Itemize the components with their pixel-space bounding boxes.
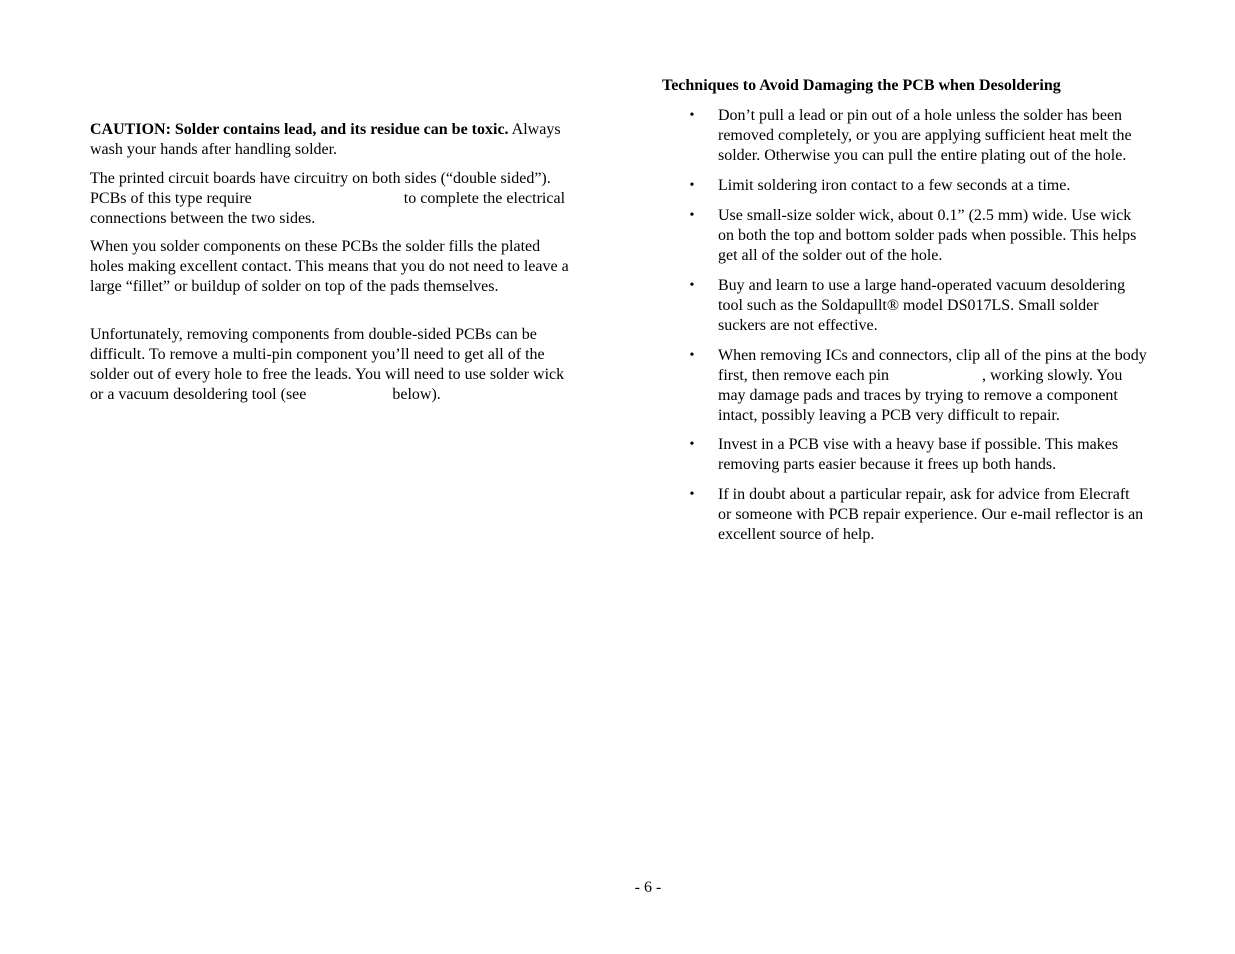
bullet-5-line-2 bbox=[718, 366, 1147, 386]
double-sided-line-1: The printed circuit boards have circuitry on both sides (“double sided”). bbox=[90, 170, 551, 187]
bullet-icon: • bbox=[689, 437, 695, 452]
bullet-3-line-1: Use small-size solder wick, about 0.1” (2.5 mm) wide. Use wick bbox=[718, 207, 1132, 224]
bullet-text-6 bbox=[718, 435, 1118, 475]
bullet-5-line-1: When removing ICs and connectors, clip all of the pins at the body bbox=[718, 347, 1147, 364]
plated-holes-line-2: holes making excellent contact. This means that you do not need to leave a bbox=[90, 258, 569, 275]
bullet-3-line-2: on both the top and bottom solder pads when possible. This helps bbox=[718, 227, 1137, 244]
bullet-1-line-1: Don’t pull a lead or pin out of a hole unless the solder has been bbox=[718, 107, 1123, 124]
page-number: - 6 - bbox=[634, 879, 662, 896]
caution-bold-text: CAUTION: Solder contains lead, and its residue can be toxic. bbox=[90, 121, 509, 138]
caution-paragraph bbox=[90, 120, 561, 160]
bullet-3-line-3: get all of the solder out of the hole. bbox=[718, 247, 943, 264]
bullet-1-line-2: removed completely, or you are applying sufficient heat melt the bbox=[718, 127, 1132, 144]
bullet-7-line-2: or someone with PCB repair experience. Our e-mail reflector is an bbox=[718, 506, 1144, 523]
bullet-icon: • bbox=[689, 348, 695, 363]
plated-holes-paragraph bbox=[90, 237, 569, 297]
bullet-2-line-1: Limit soldering iron contact to a few seconds at a time. bbox=[718, 177, 1071, 194]
bullet-4-line-3: suckers are not effective. bbox=[718, 317, 878, 334]
bullet-6-line-2: removing parts easier because it frees up both hands. bbox=[718, 456, 1057, 473]
removing-components-paragraph bbox=[90, 325, 564, 405]
bullet-5-line-2a: first, then remove each pin bbox=[718, 367, 890, 384]
plated-holes-line-1: When you solder components on these PCBs the solder fills the plated bbox=[90, 238, 541, 255]
removing-line-1: Unfortunately, removing components from double-sided PCBs can be bbox=[90, 326, 537, 343]
bullet-icon: • bbox=[689, 208, 695, 223]
bullet-5-line-2b: , working slowly. You bbox=[982, 367, 1123, 384]
bullet-text-4 bbox=[718, 276, 1125, 336]
plated-holes-line-3: large “fillet” or buildup of solder on top of the pads themselves. bbox=[90, 278, 499, 295]
bullet-1-line-3: solder. Otherwise you can pull the entire plating out of the hole. bbox=[718, 147, 1127, 164]
section-heading: Techniques to Avoid Damaging the PCB when Desoldering bbox=[662, 77, 1061, 94]
removing-line-4 bbox=[90, 385, 564, 405]
bullet-7-line-3: excellent source of help. bbox=[718, 526, 875, 543]
bullet-text-7 bbox=[718, 485, 1143, 545]
caution-rest-text: Always bbox=[508, 121, 561, 138]
removing-line-2: difficult. To remove a multi-pin component you’ll need to get all of the bbox=[90, 346, 545, 363]
double-sided-line-2 bbox=[90, 189, 565, 209]
double-sided-line-3: connections between the two sides. bbox=[90, 210, 316, 227]
bullet-text-3 bbox=[718, 206, 1136, 266]
bullet-4-line-1: Buy and learn to use a large hand-operated vacuum desoldering bbox=[718, 277, 1126, 294]
bullet-icon: • bbox=[689, 108, 695, 123]
bullet-text-2 bbox=[718, 176, 1070, 196]
removing-line-3: solder out of every hole to free the leads. You will need to use solder wick bbox=[90, 366, 565, 383]
bullet-5-line-4: intact, possibly leaving a PCB very difficult to repair. bbox=[718, 407, 1060, 424]
bullet-icon: • bbox=[689, 278, 695, 293]
removing-line-4b: below). bbox=[392, 386, 441, 403]
bullet-4-line-2: tool such as the Soldapullt® model DS017LS. Small solder bbox=[718, 297, 1099, 314]
double-sided-line-2b: to complete the electrical bbox=[403, 190, 566, 207]
bullet-text-1 bbox=[718, 106, 1132, 166]
caution-line-1 bbox=[90, 120, 561, 140]
bullet-6-line-1: Invest in a PCB vise with a heavy base if possible. This makes bbox=[718, 436, 1119, 453]
removing-line-4a: or a vacuum desoldering tool (see bbox=[90, 386, 307, 403]
double-sided-line-2a: PCBs of this type require bbox=[90, 190, 252, 207]
bullet-5-line-3: may damage pads and traces by trying to remove a component bbox=[718, 387, 1118, 404]
bullet-icon: • bbox=[689, 487, 695, 502]
bullet-text-5 bbox=[718, 346, 1147, 426]
double-sided-paragraph bbox=[90, 169, 565, 229]
caution-line-2: wash your hands after handling solder. bbox=[90, 141, 338, 158]
bullet-7-line-1: If in doubt about a particular repair, ask for advice from Elecraft bbox=[718, 486, 1130, 503]
bullet-icon: • bbox=[689, 178, 695, 193]
